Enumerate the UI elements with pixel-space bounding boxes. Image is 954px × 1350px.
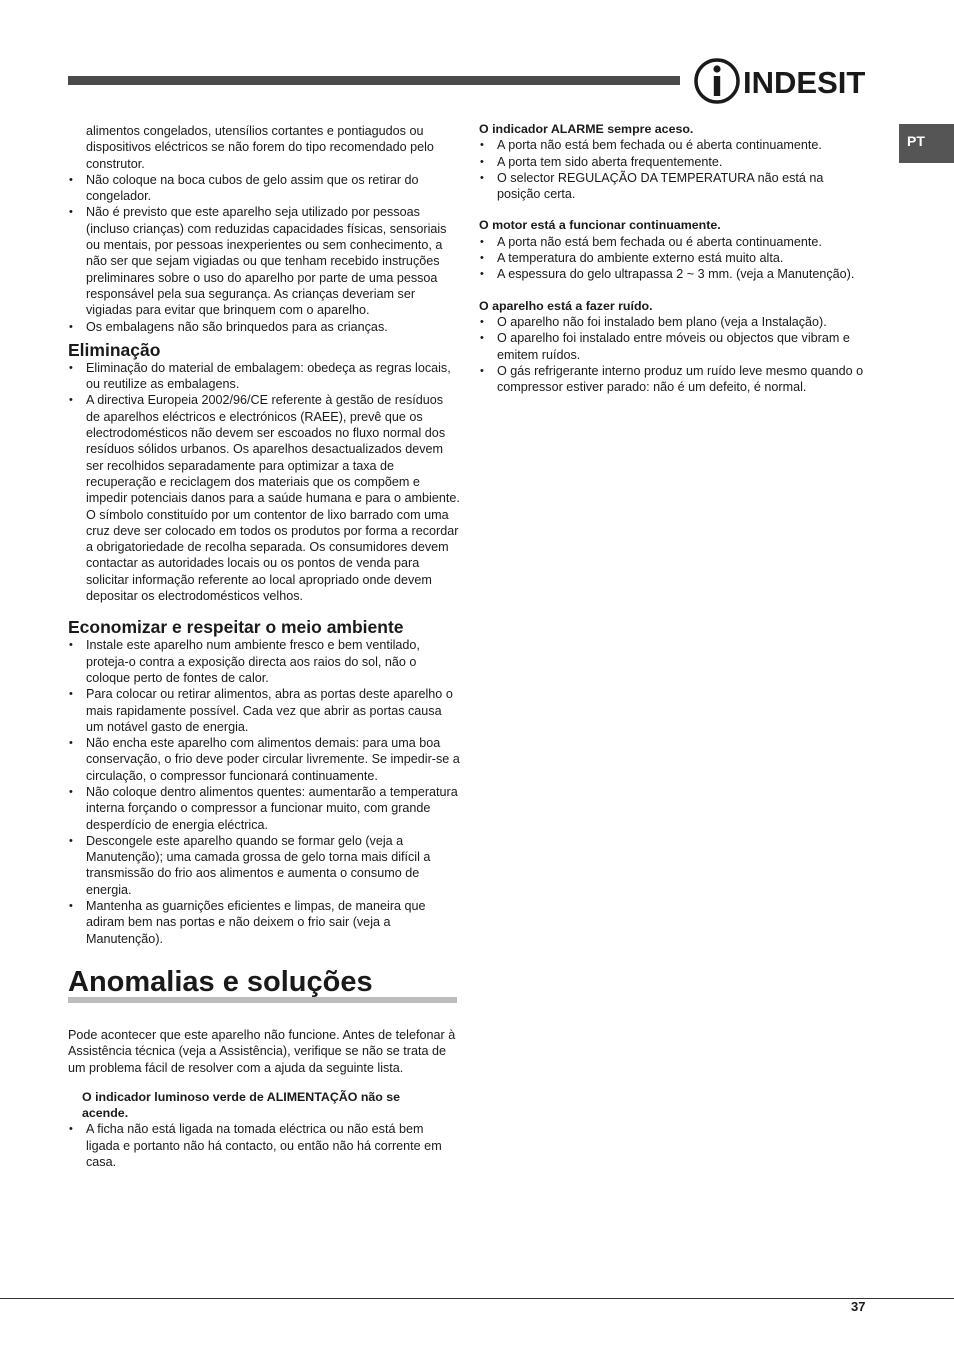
list-item: • A porta não está bem fechada ou é aberta continuamente. bbox=[479, 234, 869, 250]
language-tab: PT bbox=[899, 124, 954, 163]
list-item: • Eliminação do material de embalagem: obedeça as regras locais, ou reutilize as embalagens. bbox=[68, 360, 460, 393]
problem-causes-list bbox=[479, 234, 869, 283]
list-item: • O aparelho não foi instalado bem plano (veja a Instalação). bbox=[479, 314, 869, 330]
section-heading-economizar: Economizar e respeitar o meio ambiente bbox=[68, 617, 404, 638]
list-item: • Para colocar ou retirar alimentos, abra as portas deste aparelho o mais rapidamente possível. Cada vez que abrir as portas causa um notável gasto de energia. bbox=[68, 686, 460, 735]
continued-paragraph: alimentos congelados, utensílios cortantes e pontiagudos ou dispositivos eléctricos se não forem do tipo recomendado pelo construtor. bbox=[86, 124, 434, 171]
problem-causes-list bbox=[479, 137, 869, 202]
footer-rule bbox=[0, 1298, 954, 1299]
list-item: • Os embalagens não são brinquedos para as crianças. bbox=[68, 319, 460, 335]
disposal-list bbox=[68, 360, 460, 604]
problem-heading-alarm: O indicador ALARME sempre aceso. bbox=[479, 122, 694, 136]
list-item: • A ficha não está ligada na tomada eléctrica ou não está bem ligada e portanto não há contacto, ou então não há corrente em casa. bbox=[68, 1121, 460, 1170]
problem-heading-power-light: O indicador luminoso verde de ALIMENTAÇÃO não se acende. bbox=[82, 1089, 401, 1121]
left-column bbox=[68, 123, 460, 1170]
list-item: • A porta tem sido aberta frequentemente. bbox=[479, 154, 869, 170]
list-item: • Não coloque dentro alimentos quentes: aumentarão a temperatura interna forçando o compressor a funcionar muito, com grande desperdício de energia eléctrica. bbox=[68, 784, 460, 833]
chapter-title: Anomalias e soluções bbox=[68, 965, 373, 998]
list-item: • Mantenha as guarnições eficientes e limpas, de maneira que adiram bem nas portas e não deixem o frio sair (veja a Manutenção). bbox=[68, 898, 460, 947]
troubleshooting-intro: Pode acontecer que este aparelho não funcione. Antes de telefonar à Assistência técnica (veja a Assistência), verifique se não se trata de um problema fácil de resolver com a ajuda da seguinte lista. bbox=[68, 1027, 456, 1075]
list-item: • O gás refrigerante interno produz um ruído leve mesmo quando o compressor estiver parado: não é um defeito, é normal. bbox=[479, 363, 869, 396]
brand-text: INDESIT bbox=[743, 65, 866, 100]
list-item: • A directiva Europeia 2002/96/CE referente à gestão de resíduos de aparelhos eléctricos e electrónicos (RAEE), prevê que os electrodomésticos não devem ser escoados no fluxo normal dos resíduos sólidos urbanos. Os aparelhos desactualizados devem ser recolhidos separadamente para optimizar a taxa de recuperação e reciclagem dos materiais que os compõem e impedir potenciais danos para a saúde humana e para o ambiente. O símbolo constituído por um contentor de lixo barrado com uma cruz deve ser colocado em todos os produtos por forma a recordar a obrigatoriedade de recolha separada. Os consumidores devem contactar as autoridades locais ou os pontos de venda para solicitar informação referente ao local apropriado onde devem depositar os electrodomésticos velhos. bbox=[68, 392, 460, 604]
right-column bbox=[479, 121, 869, 395]
list-item: • Descongele este aparelho quando se formar gelo (veja a Manutenção); uma camada grossa de gelo torna mais difícil a transmissão do frio aos alimentos e aumenta o consumo de energia. bbox=[68, 833, 460, 898]
list-item: • O selector REGULAÇÃO DA TEMPERATURA não está na posição certa. bbox=[479, 170, 869, 203]
energy-saving-list bbox=[68, 637, 460, 947]
list-item: • Não coloque na boca cubos de gelo assim que os retirar do congelador. bbox=[68, 172, 460, 205]
list-item: • A porta não está bem fechada ou é aberta continuamente. bbox=[479, 137, 869, 153]
section-heading-eliminacao: Eliminação bbox=[68, 339, 161, 360]
header-rule bbox=[68, 76, 680, 85]
page-number: 37 bbox=[851, 1299, 866, 1314]
list-item: • Não é previsto que este aparelho seja utilizado por pessoas (incluso crianças) com reduzidas capacidades físicas, sensoriais ou mentais, por pessoas inexperientes ou sem conhecimento, a não ser que sejam vigiadas ou que tenham recebido instruções preliminares sobre o uso do aparelho por parte de uma pessoa responsável pela sua segurança. As crianças deveriam ser vigiadas para evitar que brinquem com o aparelho. bbox=[68, 204, 460, 318]
list-item: • Instale este aparelho num ambiente fresco e bem ventilado, proteja-o contra a exposição directa aos raios do sol, não o coloque perto de fontes de calor. bbox=[68, 637, 460, 686]
problem-heading-noise: O aparelho está a fazer ruído. bbox=[479, 298, 653, 313]
safety-list bbox=[68, 172, 460, 335]
list-item: • A temperatura do ambiente externo está muito alta. bbox=[479, 250, 869, 266]
chapter-heading-block bbox=[68, 965, 460, 1005]
problem-causes-list bbox=[68, 1121, 460, 1170]
indesit-logo bbox=[694, 56, 870, 106]
list-item: • A espessura do gelo ultrapassa 2 ~ 3 mm. (veja a Manutenção). bbox=[479, 266, 869, 282]
list-item: • Não encha este aparelho com alimentos demais: para uma boa conservação, o frio deve poder circular livremente. Se impedir-se a circulação, o compressor funcionará continuamente. bbox=[68, 735, 460, 784]
problem-heading-motor: O motor está a funcionar continuamente. bbox=[479, 218, 721, 233]
problem-causes-list bbox=[479, 314, 869, 395]
list-item: • O aparelho foi instalado entre móveis ou objectos que vibram e emitem ruídos. bbox=[479, 330, 869, 363]
